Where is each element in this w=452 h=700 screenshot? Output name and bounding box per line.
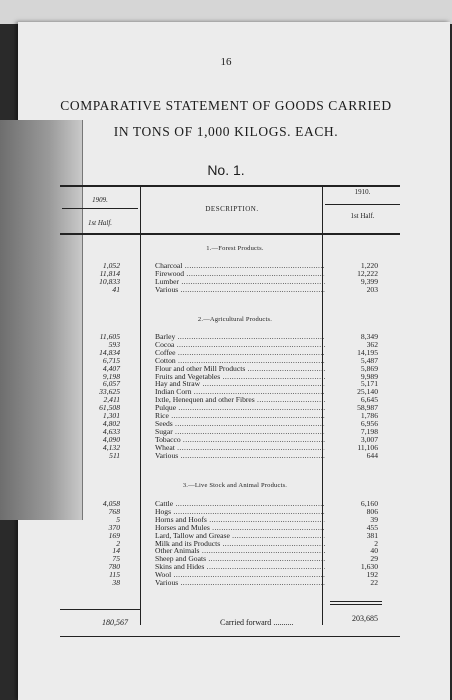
- value-1910: 12,222: [357, 268, 378, 278]
- row-description: Lumber .....: [155, 278, 325, 286]
- table-row: [0, 516, 452, 524]
- row-description: Wheat .....: [155, 444, 325, 452]
- header-half-1909: 1st Half.: [87, 219, 113, 227]
- value-1910: 6,645: [360, 395, 378, 405]
- value-1909: 1,301: [102, 411, 120, 420]
- table-row: [0, 286, 452, 294]
- table-row: [0, 333, 452, 341]
- row-description: Lard, Tallow and Grease .....: [155, 532, 325, 540]
- row-description: Charcoal .....: [155, 262, 325, 270]
- footer-rule-right: [330, 601, 382, 602]
- value-1910: 9,989: [360, 371, 378, 381]
- row-description: Various .....: [155, 452, 325, 460]
- table-row: [0, 428, 452, 436]
- value-1909: 1,052: [102, 261, 120, 270]
- value-1910: 3,007: [360, 434, 378, 444]
- row-description: Hogs .....: [155, 508, 325, 516]
- table-row: [0, 380, 452, 388]
- value-1909: 11,605: [99, 332, 120, 341]
- row-description: Tobacco .....: [155, 436, 325, 444]
- value-1910: 455: [366, 522, 378, 532]
- value-1910: 1,786: [360, 411, 378, 420]
- value-1909: 41: [112, 284, 120, 294]
- left-year-underline: [62, 208, 138, 209]
- table-row: [0, 508, 452, 516]
- value-1909: 4,132: [102, 442, 120, 452]
- value-1909: 5: [116, 514, 120, 524]
- binding-strip: [0, 120, 83, 520]
- value-1909: 38: [112, 578, 120, 587]
- value-1910: 203: [366, 284, 378, 294]
- table-row: [0, 444, 452, 452]
- value-1909: 768: [108, 506, 120, 516]
- value-1910: 29: [370, 554, 378, 564]
- value-1910: 644: [366, 450, 378, 460]
- row-description: Other Animals .....: [155, 547, 325, 555]
- table-row: [0, 436, 452, 444]
- row-description: Seeds .....: [155, 420, 325, 428]
- section-title: 3.—Live Stock and Animal Products.: [182, 482, 288, 489]
- row-description: Fruits and Vegetables .....: [155, 373, 325, 381]
- row-description: Indian Corn .....: [155, 388, 325, 396]
- value-1909: 780: [108, 562, 120, 572]
- row-description: Wool .....: [155, 571, 325, 579]
- header-year-1910: 1910.: [354, 188, 371, 196]
- table-row: [0, 404, 452, 412]
- table-row: [0, 563, 452, 571]
- value-1910: 9,399: [360, 276, 378, 286]
- row-description: Ixtle, Henequen and other Fibres .....: [155, 396, 325, 404]
- table-row: [0, 547, 452, 555]
- table-row: [0, 349, 452, 357]
- row-description: Firewood .....: [155, 270, 325, 278]
- value-1909: 115: [109, 570, 120, 580]
- value-1910: 58,987: [357, 403, 378, 413]
- value-1910: 39: [370, 514, 378, 524]
- table-row: [0, 373, 452, 381]
- row-description: Flour and other Mill Products .....: [155, 365, 325, 373]
- value-1910: 6,160: [360, 499, 378, 508]
- table-row: [0, 357, 452, 365]
- value-1910: 806: [366, 506, 378, 516]
- right-year-underline: [325, 204, 400, 205]
- table-row: [0, 365, 452, 373]
- value-1910: 1,220: [360, 261, 378, 270]
- value-1909: 593: [108, 339, 120, 349]
- row-description: Milk and its Products .....: [155, 540, 325, 548]
- table-bottom-rule: [60, 636, 400, 637]
- row-description: Rice .....: [155, 412, 325, 420]
- table-row: [0, 396, 452, 404]
- page-number: 16: [220, 56, 232, 68]
- table-row: [0, 579, 452, 587]
- value-1909: 511: [109, 450, 120, 460]
- value-1909: 75: [112, 554, 120, 564]
- table-row: [0, 388, 452, 396]
- value-1910: 2: [374, 538, 378, 548]
- row-description: Various .....: [155, 579, 325, 587]
- table-row: [0, 270, 452, 278]
- background-top: [0, 0, 452, 24]
- table-row: [0, 540, 452, 548]
- value-1909: 2,411: [103, 395, 120, 405]
- value-1910: 8,349: [360, 332, 378, 341]
- value-1909: 6,057: [102, 379, 120, 389]
- value-1909: 14,834: [99, 347, 120, 357]
- table-row: [0, 532, 452, 540]
- value-1909: 11,814: [99, 268, 120, 278]
- table-row: [0, 420, 452, 428]
- value-1910: 40: [370, 546, 378, 556]
- value-1910: 5,869: [360, 363, 378, 373]
- header-year-1909: 1909.: [92, 196, 108, 204]
- value-1909: 33,625: [99, 387, 120, 397]
- section-title: 1.—Forest Products.: [206, 245, 264, 252]
- value-1910: 381: [366, 530, 378, 540]
- value-1910: 14,195: [357, 347, 378, 357]
- row-description: Horns and Hoofs .....: [155, 516, 325, 524]
- value-1910: 11,106: [357, 442, 378, 452]
- value-1909: 4,058: [102, 499, 120, 508]
- table-row: [0, 500, 452, 508]
- row-description: Coffee .....: [155, 349, 325, 357]
- footer-total-1909: 180,567: [102, 618, 128, 627]
- table-row: [0, 262, 452, 270]
- footer-label: Carried forward: [220, 618, 272, 627]
- header-half-1910: 1st Half.: [350, 212, 375, 220]
- table-top-rule: [60, 185, 400, 187]
- value-1910: 5,171: [360, 379, 378, 389]
- table-row: [0, 524, 452, 532]
- value-1910: 1,630: [360, 562, 378, 572]
- value-1909: 2: [116, 538, 120, 548]
- value-1910: 6,956: [360, 418, 378, 428]
- value-1909: 4,090: [102, 434, 120, 444]
- value-1909: 4,802: [102, 418, 120, 428]
- row-description: Hay and Straw .....: [155, 380, 325, 388]
- value-1910: 5,487: [360, 355, 378, 365]
- footer-double-rule: [330, 604, 382, 605]
- header-bottom-rule: [60, 233, 400, 235]
- row-description: Pulque .....: [155, 404, 325, 412]
- footer-total-1910: 203,685: [352, 614, 378, 623]
- title-line-2: IN TONS OF 1,000 KILOGS. EACH.: [113, 124, 339, 139]
- row-description: Sheep and Goats .....: [155, 555, 325, 563]
- row-description: Horses and Mules .....: [155, 524, 325, 532]
- table-row: [0, 341, 452, 349]
- value-1909: 61,508: [99, 403, 120, 413]
- value-1909: 14: [112, 546, 120, 556]
- row-description: Barley .....: [155, 333, 325, 341]
- footer-rule-left: [60, 609, 140, 610]
- value-1910: 362: [366, 339, 378, 349]
- value-1909: 4,633: [102, 426, 120, 436]
- row-description: Cattle .....: [155, 500, 325, 508]
- table-row: [0, 412, 452, 420]
- value-1910: 22: [370, 578, 378, 587]
- section-title: 2.—Agricultural Products.: [197, 316, 273, 323]
- table-row: [0, 571, 452, 579]
- row-description: Various .....: [155, 286, 325, 294]
- header-description: DESCRIPTION.: [205, 205, 259, 213]
- value-1910: 25,140: [357, 387, 378, 397]
- table-row: [0, 555, 452, 563]
- table-row: [0, 452, 452, 460]
- title-line-1: COMPARATIVE STATEMENT OF GOODS CARRIED: [60, 98, 392, 113]
- row-description: Skins and Hides .....: [155, 563, 325, 571]
- row-description: Cocoa .....: [155, 341, 325, 349]
- value-1909: 6,715: [102, 355, 120, 365]
- table-number: No. 1.: [207, 162, 245, 178]
- table-row: [0, 278, 452, 286]
- value-1909: 169: [108, 530, 120, 540]
- row-description: Sugar .....: [155, 428, 325, 436]
- value-1910: 7,198: [360, 426, 378, 436]
- row-description: Cotton .....: [155, 357, 325, 365]
- value-1909: 10,833: [99, 276, 120, 286]
- value-1910: 192: [366, 570, 378, 580]
- value-1909: 9,198: [102, 371, 120, 381]
- footer-carried-forward: Carried forward ..........: [220, 618, 294, 627]
- value-1909: 4,407: [102, 363, 120, 373]
- value-1909: 370: [108, 522, 120, 532]
